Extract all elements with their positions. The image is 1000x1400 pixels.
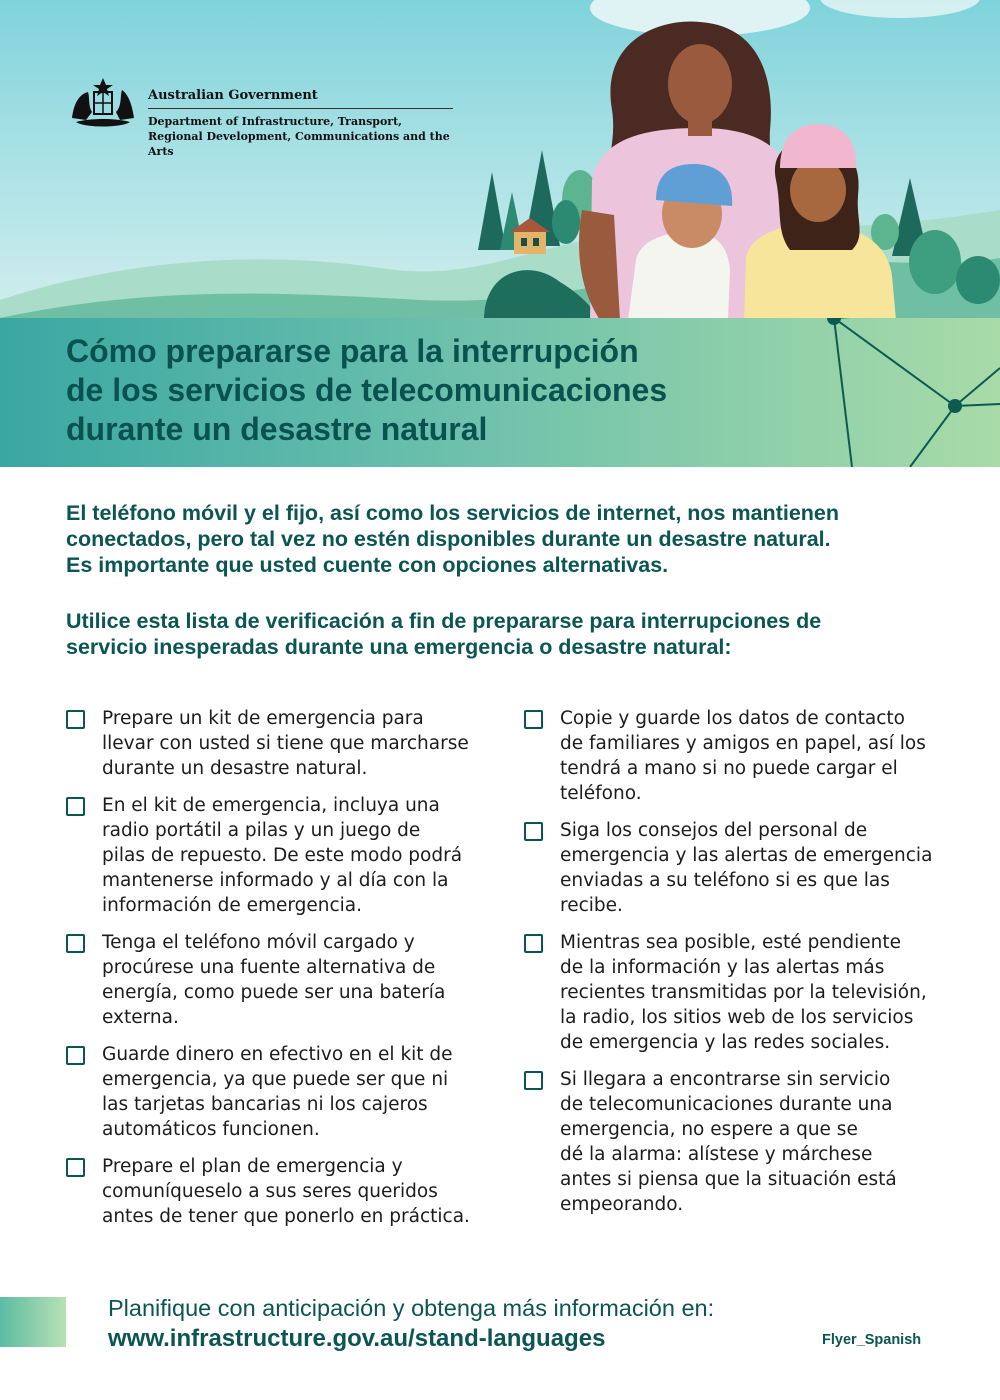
hero-illustration (0, 0, 1000, 320)
title-line: durante un desastre natural (66, 411, 488, 447)
footer-lead-text: Planifique con anticipación y obtenga más información en: (108, 1295, 715, 1321)
item-text-line: recibe. (560, 895, 623, 916)
landscape-family-illustration (0, 0, 1000, 320)
flyer-code: Flyer_Spanish (822, 1332, 922, 1348)
item-text-line: empeorando. (560, 1194, 684, 1215)
item-text-line: de la información y las alertas más (560, 957, 885, 978)
item-text-line: emergencia y las alertas de emergencia (560, 845, 933, 866)
item-text-line: En el kit de emergencia, incluya una (102, 795, 440, 816)
footer-website-link[interactable]: www.infrastructure.gov.au/stand-languages (108, 1325, 606, 1352)
checkbox[interactable] (66, 797, 85, 816)
title-line: Cómo prepararse para la interrupción (66, 333, 639, 369)
item-text-line: recientes transmitidas por la televisión, (560, 982, 927, 1003)
page-title (66, 332, 786, 449)
department-line: Regional Development, Communications and the Arts (148, 130, 450, 158)
intro-paragraph (66, 500, 966, 578)
checklist-left (66, 706, 486, 1241)
government-logo-block (66, 74, 456, 158)
checklist-item (524, 706, 944, 806)
item-text-line: la radio, los sitios web de los servicios (560, 1007, 914, 1028)
checkbox[interactable] (66, 1158, 85, 1177)
item-text-line: enviadas a su teléfono si es que las (560, 870, 890, 891)
item-text-line: de telecomunicaciones durante una (560, 1094, 893, 1115)
checkbox[interactable] (66, 934, 85, 953)
footer-accent-bar (0, 1297, 66, 1347)
item-text-line: información de emergencia. (102, 895, 363, 916)
item-text-line: procúrese una fuente alternativa de (102, 957, 436, 978)
item-text-line: durante un desastre natural. (102, 758, 368, 779)
checkbox[interactable] (524, 934, 543, 953)
checkbox[interactable] (524, 1071, 543, 1090)
item-text-line: Prepare el plan de emergencia y (102, 1156, 403, 1177)
item-text-line: emergencia, ya que puede ser que ni (102, 1069, 449, 1090)
item-text-line: las tarjetas bancarias ni los cajeros (102, 1094, 428, 1115)
department-name (148, 114, 468, 159)
intro-line: Es importante que usted cuente con opciones alternativas. (66, 553, 669, 577)
item-text-line: dé la alarma: alístese y márchese (560, 1144, 873, 1165)
checklist-item (66, 930, 486, 1030)
intro-line: conectados, pero tal vez no estén disponibles durante un desastre natural. (66, 527, 831, 551)
coat-of-arms-icon (66, 74, 140, 132)
item-text-line: Si llegara a encontrarse sin servicio (560, 1069, 891, 1090)
item-text-line: Guarde dinero en efectivo en el kit de (102, 1044, 453, 1065)
checkbox[interactable] (524, 710, 543, 729)
title-line: de los servicios de telecomunicaciones (66, 372, 668, 408)
item-text-line: Prepare un kit de emergencia para (102, 708, 424, 729)
department-line: Department of Infrastructure, Transport, (148, 115, 403, 128)
item-text-line: comuníqueselo a sus seres queridos (102, 1181, 438, 1202)
item-text-line: teléfono. (560, 783, 642, 804)
intro-line: El teléfono móvil y el fijo, así como los servicios de internet, nos mantienen (66, 501, 840, 525)
item-text-line: Siga los consejos del personal de (560, 820, 868, 841)
checkbox[interactable] (524, 822, 543, 841)
item-text-line: mantenerse informado y al día con la (102, 870, 449, 891)
logo-divider (148, 108, 453, 109)
checklist-item (66, 793, 486, 918)
item-text-line: antes de tener que ponerlo en práctica. (102, 1206, 470, 1227)
checklist-item (66, 706, 486, 781)
item-text-line: automáticos funcionen. (102, 1119, 320, 1140)
item-text-line: externa. (102, 1007, 179, 1028)
title-band (0, 318, 1000, 467)
checklist-item (524, 930, 944, 1055)
item-text-line: emergencia, no espere a que se (560, 1119, 858, 1140)
item-text-line: de emergencia y las redes sociales. (560, 1032, 891, 1053)
item-text-line: Tenga el teléfono móvil cargado y (102, 932, 415, 953)
item-text-line: tendrá a mano si no puede cargar el (560, 758, 898, 779)
checklist-item (66, 1042, 486, 1142)
checkbox[interactable] (66, 1046, 85, 1065)
intro-line: Utilice esta lista de verificación a fin de prepararse para interrupciones de (66, 609, 822, 633)
intro-line: servicio inesperadas durante una emergencia o desastre natural: (66, 635, 732, 659)
checkbox[interactable] (66, 710, 85, 729)
item-text-line: antes si piensa que la situación está (560, 1169, 897, 1190)
item-text-line: pilas de repuesto. De este modo podrá (102, 845, 463, 866)
checklist-intro (66, 608, 966, 660)
checklist-item (524, 1067, 944, 1217)
item-text-line: Mientras sea posible, esté pendiente (560, 932, 902, 953)
checklist-right (524, 706, 944, 1229)
government-name: Australian Government (148, 88, 318, 103)
item-text-line: Copie y guarde los datos de contacto (560, 708, 906, 729)
item-text-line: energía, como puede ser una batería (102, 982, 446, 1003)
checklist-item (524, 818, 944, 918)
item-text-line: radio portátil a pilas y un juego de (102, 820, 421, 841)
item-text-line: llevar con usted si tiene que marcharse (102, 733, 469, 754)
item-text-line: de familiares y amigos en papel, así los (560, 733, 926, 754)
checklist-item (66, 1154, 486, 1229)
